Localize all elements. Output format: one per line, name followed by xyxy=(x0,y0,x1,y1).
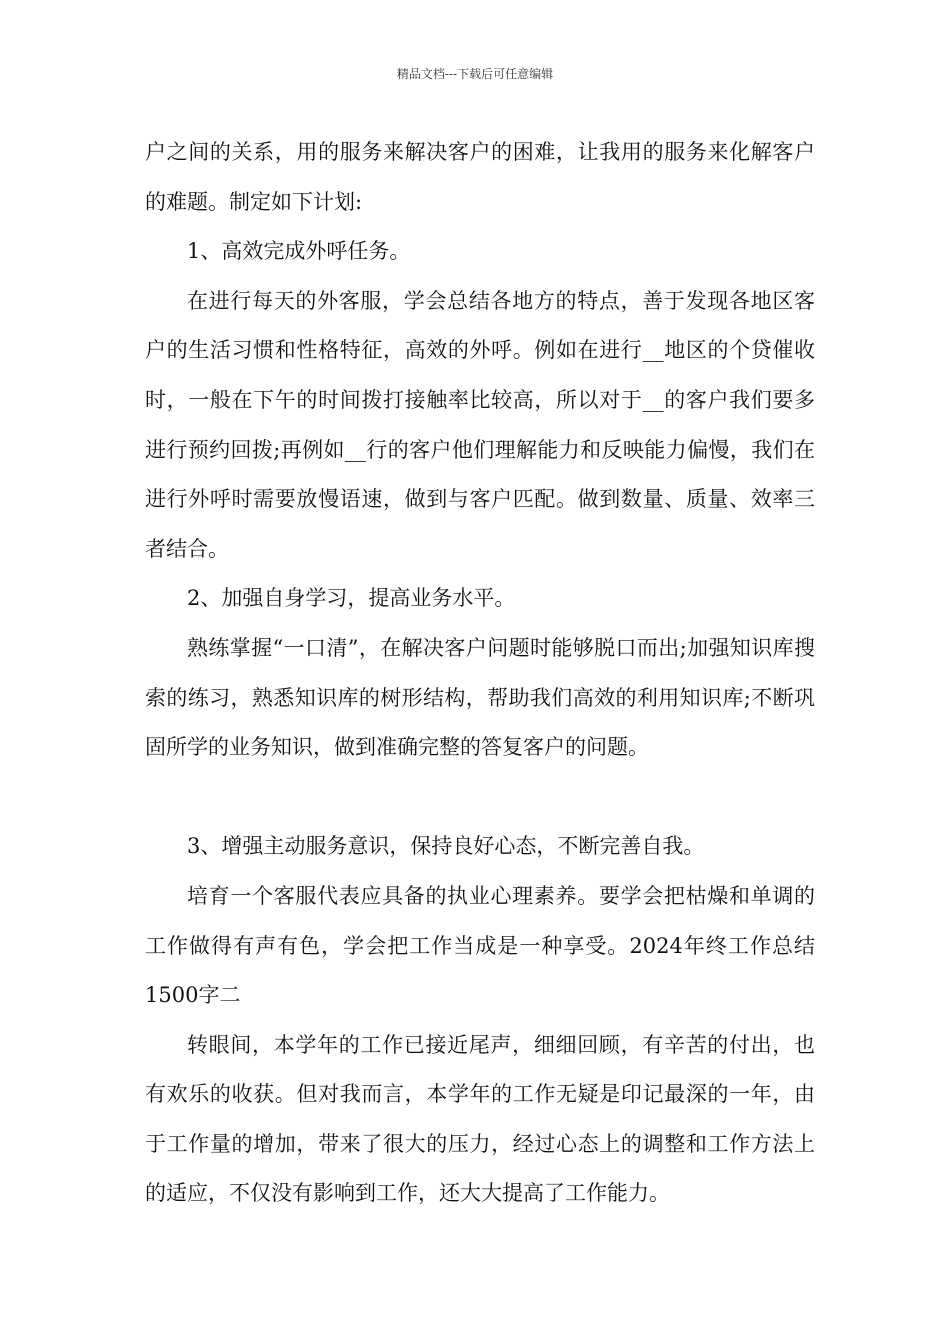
paragraph-item-1: 在进行每天的外客服，学会总结各地方的特点，善于发现各地区客户的生活习惯和性格特征，高效的外呼。例如在进行__地区的个贷催收时，一般在下午的时间拨打接触率比较高，所以对于__的客户我们要多进行预约回拨;再例如__行的客户他们理解能力和反映能力偏慢，我们在进行外呼时需要放慢语速，做到与客户匹配。做到数量、质量、效率三者结合。 xyxy=(145,288,815,561)
paragraph-item-3: 培育一个客服代表应具备的执业心理素养。要学会把枯燥和单调的工作做得有声有色，学会把工作当成是一种享受。2024年终工作总结1500字二 xyxy=(145,883,815,1008)
paragraph-continuation: 户之间的关系，用的服务来解决客户的困难，让我用的服务来化解客户的难题。制定如下计划: xyxy=(145,140,815,214)
page-header: 精品文档---下载后可任意编辑 xyxy=(396,67,554,81)
paragraph-item-2: 熟练掌握“一口清”，在解决客户问题时能够脱口而出;加强知识库搜索的练习，熟悉知识库的树形结构，帮助我们高效的利用知识库;不断巩固所学的业务知识，做到准确完整的答复客户的问题。 xyxy=(145,635,815,760)
paragraph-summary: 转眼间，本学年的工作已接近尾声，细细回顾，有辛苦的付出，也有欢乐的收获。但对我而言，本学年的工作无疑是印记最深的一年，由于工作量的增加，带来了很大的压力，经过心态上的调整和工作方法上的适应，不仅没有影响到工作，还大大提高了工作能力。 xyxy=(145,1032,815,1206)
document-body xyxy=(145,128,815,1219)
heading-item-1: 1、高效完成外呼任务。 xyxy=(187,239,411,264)
heading-item-3: 3、增强主动服务意识，保持良好心态，不断完善自我。 xyxy=(187,834,705,859)
heading-item-2: 2、加强自身学习，提高业务水平。 xyxy=(187,586,516,611)
